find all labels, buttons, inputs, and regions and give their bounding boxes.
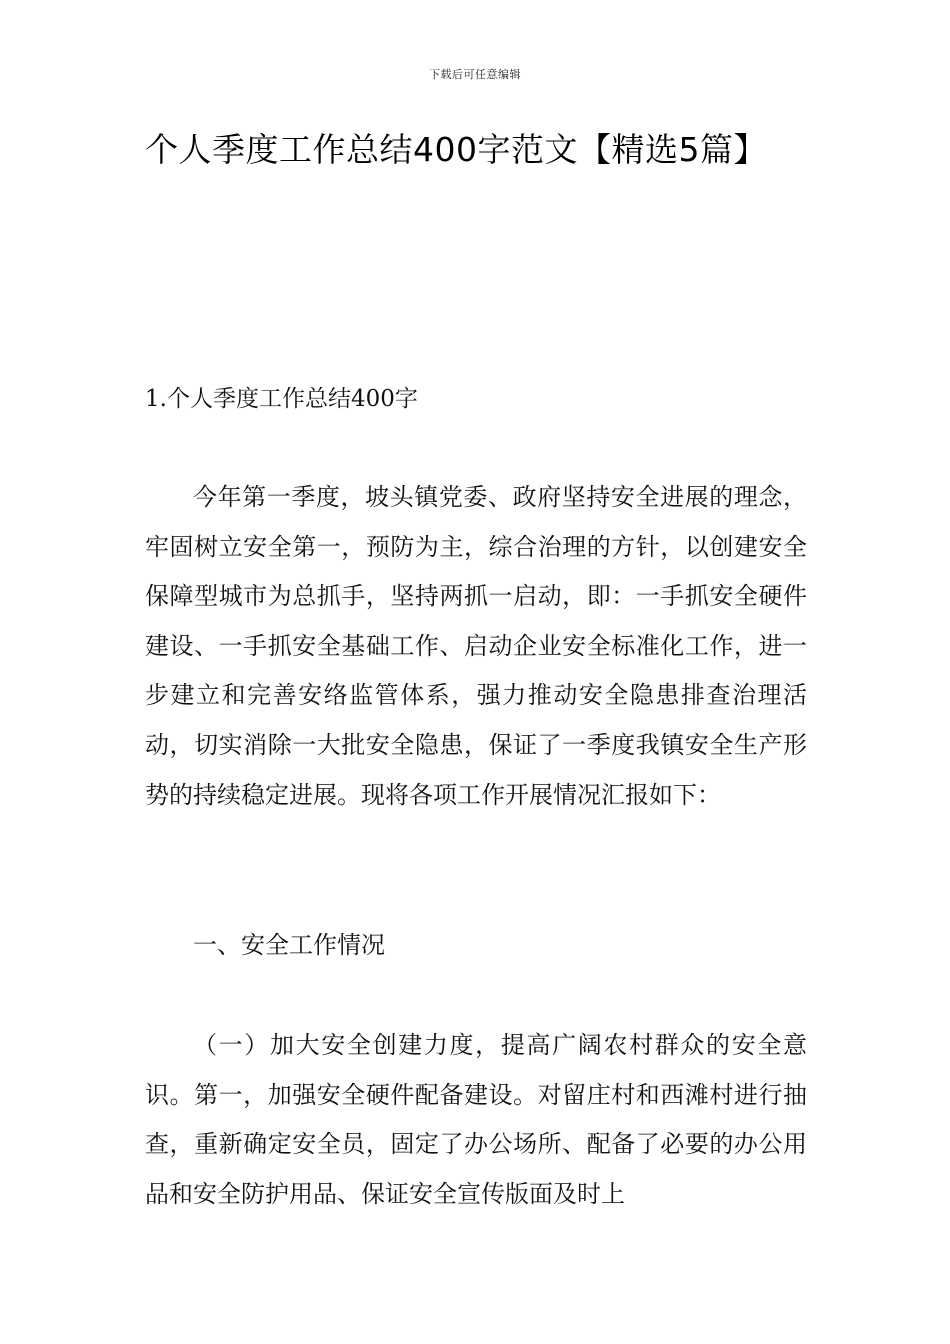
paragraph-safety-creation: （一）加大安全创建力度，提高广阔农村群众的安全意识。第一，加强安全硬件配备建设。对留庄村和西滩村进行抽查，重新确定安全员，固定了办公场所、配备了必要的办公用品和安全防护用品、保证安全宣传版面及时上 [145, 1031, 807, 1208]
sub-heading-safety-work: 一、安全工作情况 [193, 931, 385, 959]
header-note: 下载后可任意编辑 [429, 68, 521, 81]
section-heading: 1.个人季度工作总结400字 [145, 386, 418, 412]
paragraph-intro: 今年第一季度，坡头镇党委、政府坚持安全进展的理念，牢固树立安全第一，预防为主，综合治理的方针，以创建安全保障型城市为总抓手，坚持两抓一启动，即：一手抓安全硬件建设、一手抓安全基础工作、启动企业安全标准化工作，进一步建立和完善安络监管体系，强力推动安全隐患排查治理活动，切实消除一大批安全隐患，保证了一季度我镇安全生产形势的持续稳定进展。现将各项工作开展情况汇报如下： [145, 483, 807, 809]
document-title: 个人季度工作总结400字范文【精选5篇】 [145, 130, 767, 169]
